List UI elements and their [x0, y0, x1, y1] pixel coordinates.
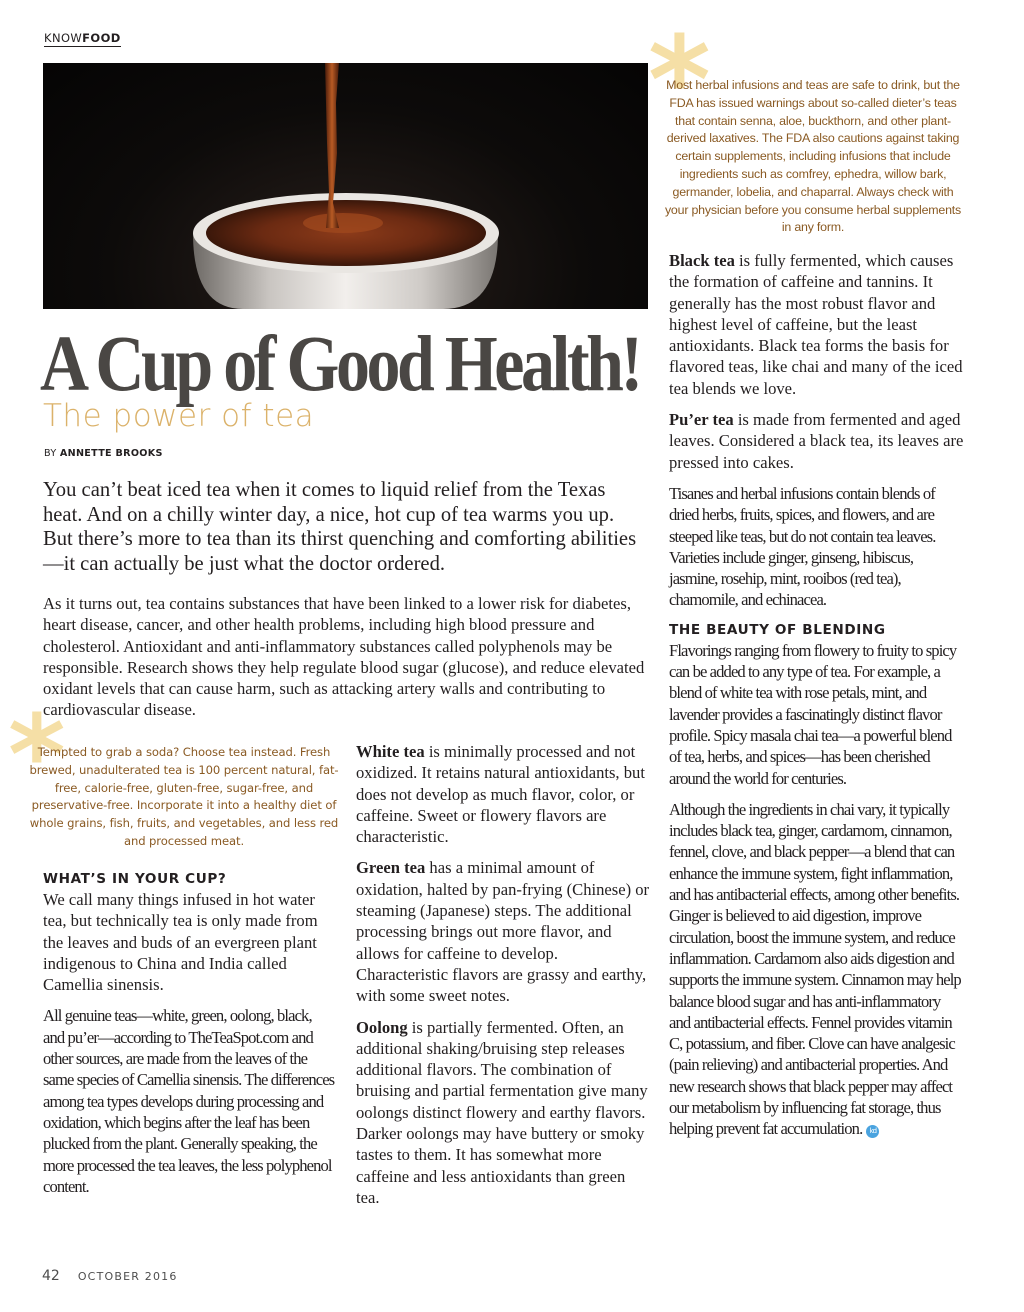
sidebar-fda-warning: Most herbal infusions and teas are safe to drink, but the FDA has issued warnings about so-called dieter’s teas that contain senna, aloe, buckthorn, and other plant-derived laxatives. The FDA also cautions against taking certain supplements, including infusions that include ingredients such as comfrey, ephedra, willow bark, germander, lobelia, and chaparral. Always check with your physician before you consume herbal supplements in any form. [664, 78, 962, 235]
paragraph-green-tea [356, 857, 650, 1006]
article-title: A Cup of Good Health! [40, 321, 640, 408]
paragraph-white-tea [356, 741, 650, 847]
paragraph-black-tea [669, 250, 964, 399]
heading-whats-in-your-cup: WHAT’S IN YOUR CUP? [43, 871, 227, 887]
column-middle [356, 741, 650, 1218]
term-puer-tea: Pu’er tea [669, 410, 734, 430]
column-right [669, 250, 964, 1150]
term-white-tea: White tea [356, 742, 425, 761]
paragraph-oolong [356, 1017, 650, 1209]
text-chai: Although the ingredients in chai vary, it typically includes black tea, ginger, cardamom, cinnamon, fennel, clove, and black pepper—a blend that can enhance the immune system, fight inflammation, and has antibacterial effects, among other benefits. Ginger is believed to aid digestion, improve circulation, boost the immune system, and reduce inflammation. Cardamom also aids digestion and supports the immune system. Cinnamon may help balance blood sugar and has anti-inflammatory and antibacterial effects. Fennel provides vitamin C, potassium, and fiber. Clove can have analgesic (pain relieving) and antibacterial properties. And new research shows that black pepper may affect our metabolism by influencing fat storage, thus helping prevent fat accumulation. [669, 799, 961, 1139]
article-lede: You can’t beat iced tea when it comes to liquid relief from the Texas heat. And on a chilly winter day, a nice, hot cup of tea warms you up. But there’s more to tea than its thirst quenching and comforting abilities—it can actually be just what the doctor ordered. [43, 479, 637, 575]
term-oolong: Oolong [356, 1017, 408, 1037]
text-puer-tea: is made from fermented and aged leaves. Considered a black tea, its leaves are pressed into cakes. [669, 410, 964, 472]
page-number: 42 [42, 1268, 60, 1284]
hero-photo-tea-cup [43, 63, 648, 309]
paragraph-tisanes: Tisanes and herbal infusions contain blends of dried herbs, fruits, spices, and flowers, and are steeped like teas, but do not contain tea leaves. Varieties include ginger, ginseng, hibiscus, jasmine, rosehip, mint, rooibos (red tea), chamomile, and echinacea. [669, 483, 936, 610]
article-intro: As it turns out, tea contains substances that have been linked to a lower risk for diabetes, heart disease, cancer, and other health problems, including high blood pressure and cholesterol. Antioxidant and anti-inflammatory substances called polyphenols may be responsible. Research shows they help regulate blood sugar (glucose), and reduce elevated oxidant levels that can cause harm, such as attacking artery walls and contributing to cardiovascular disease. [43, 594, 645, 720]
byline [44, 448, 163, 459]
paragraph-genuine-teas: All genuine teas—white, green, oolong, black, and pu’er—according to TheTeaSpot.com and other sources, are made from the leaves of the same species of Camellia sinensis. The differences among tea types develops during processing and oxidation, which begins after the leaf has been plucked from the plant. Generally speaking, the more processed the tea leaves, the less polyphenol content. [43, 1006, 335, 1196]
paragraph-blending: Flavorings ranging from flowery to fruity to spicy can be added to any type of tea. For example, a blend of white tea with rose petals, mint, and lavender provides a fascinatingly distinct flavor profile. Spicy masala chai tea—a powerful blend of tea, herbs, and spices—has been cherished around the world for centuries. [669, 640, 957, 788]
asterisk-ornament-middle: * [8, 691, 66, 819]
term-green-tea: Green tea [356, 858, 426, 878]
section-tag-know: KNOW [44, 31, 83, 45]
byline-prefix: BY [44, 448, 57, 459]
issue-date: OCTOBER 2016 [77, 1270, 178, 1283]
heading-beauty-of-blending: THE BEAUTY OF BLENDING [669, 621, 886, 638]
sidebar-choose-tea: Tempted to grab a soda? Choose tea instead. Fresh brewed, unadulterated tea is 100 percent natural, fat-free, calorie-free, gluten-free, sugar-free, and preservative-free. Incorporate it into a healthy diet of whole grains, fish, fruits, and vegetables, and less red and processed meat. [29, 745, 339, 848]
page-footer [42, 1265, 178, 1284]
end-of-article-icon: kd [866, 1125, 879, 1138]
paragraph-chai [669, 799, 964, 1140]
section-tag-food: FOOD [82, 31, 121, 45]
term-black-tea: Black tea [669, 251, 735, 270]
paragraph-camellia: We call many things infused in hot water tea, but technically tea is only made from the leaves and buds of an evergreen plant indigenous to China and India called Camellia sinensis. [43, 890, 318, 995]
text-white-tea: is minimally processed and not oxidized. It retains natural antioxidants, but does not develop as much flavor, color, or caffeine. Sweet or flowery flavors are characteristic. [356, 742, 645, 847]
byline-author: ANNETTE BROOKS [59, 448, 163, 459]
column-left [43, 870, 335, 1207]
text-green-tea: has a minimal amount of oxidation, halted by pan-frying (Chinese) or steaming (Japanese) steps. The additional processing brings out more flavor, and allows for caffeine to develop. Characteristic flavors are grassy and earthy, with some sweet notes. [356, 858, 650, 1006]
section-tag [44, 31, 121, 47]
article-subtitle: The power of tea [43, 398, 315, 434]
text-oolong: is partially fermented. Often, an additional shaking/bruising step releases additional flavors. The combination of bruising and partial fermentation give many oolongs distinct flowery and earthy flavors. Darker oolongs may have buttery or smoky tastes to them. It has somewhat more caffeine and less antioxidants than green tea. [356, 1017, 648, 1207]
text-black-tea: is fully fermented, which causes the formation of caffeine and tannins. It generally has the most robust flavor and highest level of caffeine, but the least antioxidants. Black tea forms the basis for flavored teas, like chai and many of the iced tea blends we love. [669, 251, 963, 398]
paragraph-puer-tea [669, 409, 964, 473]
asterisk-ornament-top: * [648, 12, 711, 151]
